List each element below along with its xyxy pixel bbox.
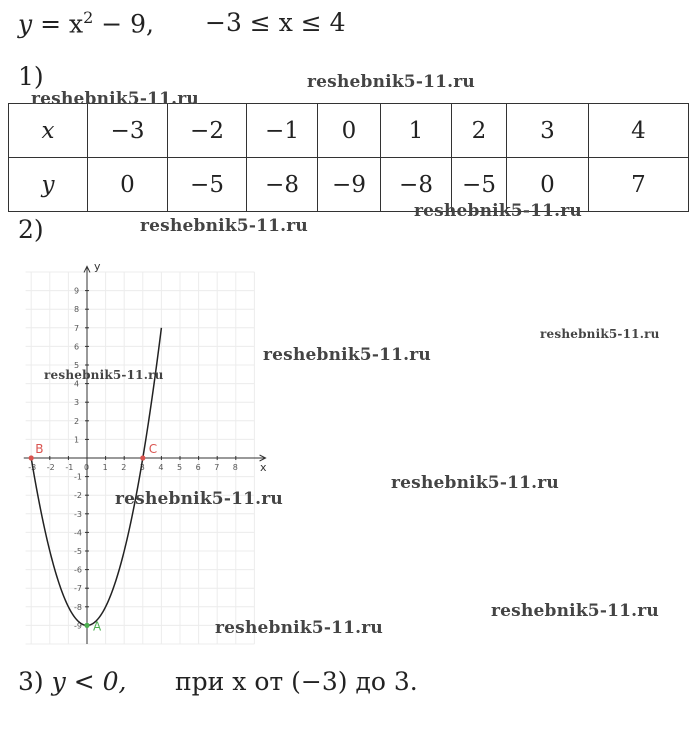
table-cell: −8 — [381, 158, 452, 212]
y-tick-label: 8 — [74, 305, 80, 315]
equation-rhs-rest: − 9, — [101, 9, 154, 39]
y-tick-label: -7 — [74, 584, 82, 594]
table-header-x: x — [9, 104, 88, 158]
watermark: reshebnik5-11.ru — [215, 618, 383, 638]
table-cell: −5 — [168, 158, 247, 212]
table-cell: 0 — [507, 158, 589, 212]
x-tick-label: 5 — [177, 463, 183, 472]
equation-domain: −3 ≤ x ≤ 4 — [205, 8, 346, 37]
table-cell: −1 — [247, 104, 318, 158]
x-tick-label: 0 — [84, 463, 90, 472]
y-tick-label: -3 — [74, 509, 82, 519]
y-axis-label: y — [94, 260, 101, 274]
table-cell: 3 — [507, 104, 589, 158]
y-tick-label: 1 — [74, 435, 80, 445]
watermark: reshebnik5-11.ru — [115, 489, 283, 509]
watermark: reshebnik5-11.ru — [391, 473, 559, 493]
watermark: reshebnik5-11.ru — [44, 368, 164, 382]
table-row-x — [9, 104, 689, 158]
x-tick-label: 2 — [121, 463, 127, 472]
section-3 — [18, 667, 126, 696]
section-3-condition: y < 0, — [51, 667, 127, 696]
y-tick-label: 5 — [74, 361, 80, 370]
table-cell: 2 — [452, 104, 507, 158]
point-label: C — [148, 442, 158, 456]
y-tick-label: 9 — [74, 286, 80, 296]
watermark: reshebnik5-11.ru — [140, 216, 308, 236]
point-label: A — [93, 619, 102, 634]
equation — [18, 8, 154, 38]
y-tick-label: 3 — [74, 398, 80, 408]
point-b — [29, 455, 34, 460]
table-cell: 7 — [589, 158, 689, 212]
section-3-label: 3) — [18, 667, 44, 696]
x-tick-label: 8 — [232, 463, 238, 472]
table-cell: −9 — [318, 158, 381, 212]
table-cell: 0 — [88, 158, 168, 212]
x-tick-label: -2 — [46, 463, 55, 472]
table-cell: −5 — [452, 158, 507, 212]
table-row-y — [9, 158, 689, 212]
y-tick-label: -4 — [74, 528, 82, 538]
section-3-text: при x от (−3) до 3. — [175, 667, 418, 696]
section-1-label: 1) — [18, 62, 44, 91]
x-tick-label: 3 — [139, 463, 145, 472]
watermark: reshebnik5-11.ru — [31, 89, 199, 109]
y-tick-label: 7 — [74, 323, 80, 333]
y-tick-label: -1 — [74, 472, 82, 482]
x-tick-label: -1 — [65, 463, 74, 472]
equation-exponent: 2 — [83, 8, 94, 27]
equation-rhs-base: = x — [40, 9, 84, 39]
equation-lhs: y — [18, 9, 33, 39]
watermark: reshebnik5-11.ru — [414, 201, 582, 221]
table-header-y: y — [9, 158, 88, 212]
watermark: reshebnik5-11.ru — [540, 327, 660, 341]
x-tick-label: 7 — [214, 463, 220, 472]
table-cell: −2 — [168, 104, 247, 158]
y-tick-label: 4 — [74, 379, 80, 389]
parabola-graph — [0, 255, 300, 645]
table-cell: 4 — [589, 104, 689, 158]
table-cell: −3 — [88, 104, 168, 158]
section-2-label: 2) — [18, 215, 44, 244]
y-tick-label: -2 — [74, 491, 82, 501]
table-cell: 1 — [381, 104, 452, 158]
watermark: reshebnik5-11.ru — [307, 72, 475, 92]
y-tick-label: -5 — [74, 547, 82, 556]
table-cell: −8 — [247, 158, 318, 212]
point-label: B — [35, 442, 44, 456]
x-tick-label: -3 — [28, 463, 37, 472]
point-c — [140, 455, 145, 460]
y-tick-label: -8 — [74, 602, 82, 612]
watermark: reshebnik5-11.ru — [263, 345, 431, 365]
y-tick-label: -6 — [74, 565, 82, 575]
x-axis-label: x — [259, 461, 267, 474]
y-tick-label: -9 — [74, 621, 82, 631]
y-tick-label: 2 — [74, 416, 80, 426]
watermark: reshebnik5-11.ru — [491, 601, 659, 621]
x-tick-label: 1 — [102, 463, 108, 472]
y-tick-label: 6 — [74, 342, 80, 352]
x-tick-label: 4 — [158, 463, 164, 472]
table-cell: 0 — [318, 104, 381, 158]
values-table — [8, 103, 689, 212]
point-a — [84, 623, 89, 628]
x-tick-label: 6 — [195, 463, 201, 472]
